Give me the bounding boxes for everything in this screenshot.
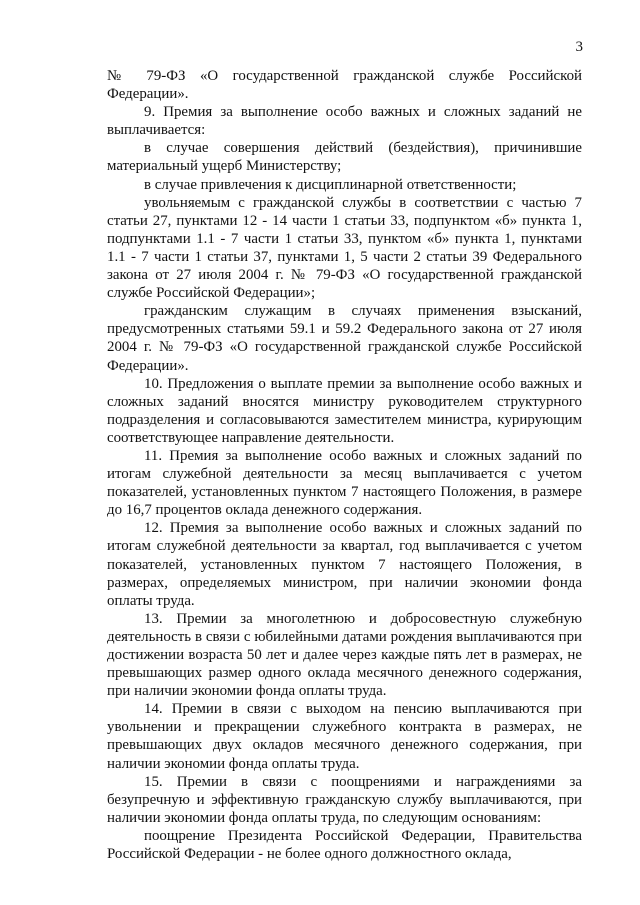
paragraph-9-item-damage: в случае совершения действий (бездействия), причинившие материальный ущерб Министерству; (107, 140, 582, 175)
paragraph-9-item-penalties: гражданским служащим в случаях применения взысканий, предусмотренных статьями 59.1 и 59.2 Федерального закона от 27 июля 2004 г. № 79-ФЗ «О государственной гражданской службе Российской Федерации». (107, 303, 582, 374)
paragraph-9-item-discipline: в случае привлечения к дисциплинарной ответственности; (144, 176, 517, 193)
document-body (107, 67, 582, 863)
paragraph-12: 12. Премия за выполнение особо важных и сложных заданий по итогам служебной деятельности за квартал, год выплачивается с учетом показателей, установленных пунктом 7 настоящего Положения, в размерах, определяемых министром, при наличии экономии фонда оплаты труда. (107, 520, 582, 609)
paragraph-13: 13. Премии за многолетнюю и добросовестную служебную деятельность в связи с юбилейными датами рождения выплачиваются при достижении возраста 50 лет и далее через каждые пять лет в размерах, не превышающих размер одного оклада месячного денежного содержания, при наличии экономии фонда оплаты труда. (107, 610, 582, 700)
paragraph-15-item-president: поощрение Президента Российской Федерации, Правительства Российской Федерации - не более одного должностного оклада, (107, 827, 582, 863)
page-number: 3 (575, 39, 583, 55)
paragraph-9-item-dismissal: увольняемым с гражданской службы в соответствии с частью 7 статьи 27, пунктами 12 - 14 части 1 статьи 33, подпунктом «б» пункта 1, подпунктами 1.1 - 7 части 1 статьи 33, пунктом «б» пункта 1, пунктами 1.1 - 7 части 1 статьи 37, пунктами 1, 5 части 2 статьи 39 Федерального закона от 27 июля 2004 г. № 79-ФЗ «О государственной гражданской службе Российской Федерации»; (107, 194, 582, 302)
paragraph-15: 15. Премии в связи с поощрениями и награждениями за безупречную и эффективную гражданскую службу выплачиваются, при наличии экономии фонда оплаты труда, по следующим основаниям: (107, 773, 582, 826)
paragraph-10: 10. Предложения о выплате премии за выполнение особо важных и сложных заданий вносятся министру руководителем структурного подразделения и согласовываются заместителем министра, курирующим соответствующее направление деятельности. (107, 375, 582, 446)
paragraph-continuation: № 79-ФЗ «О государственной гражданской службе Российской Федерации». (107, 68, 582, 103)
paragraph-9: 9. Премия за выполнение особо важных и сложных заданий не выплачивается: (107, 104, 582, 139)
paragraph-11: 11. Премия за выполнение особо важных и сложных заданий по итогам служебной деятельности за месяц выплачивается с учетом показателей, установленных пунктом 7 настоящего Положения, в размере до 16,7 процентов оклада денежного содержания. (107, 447, 582, 519)
paragraph-14: 14. Премии в связи с выходом на пенсию выплачиваются при увольнении и прекращении служебного контракта в размерах, не превышающих двух окладов месячного денежного содержания, при наличии экономии фонда оплаты труда. (107, 701, 582, 772)
